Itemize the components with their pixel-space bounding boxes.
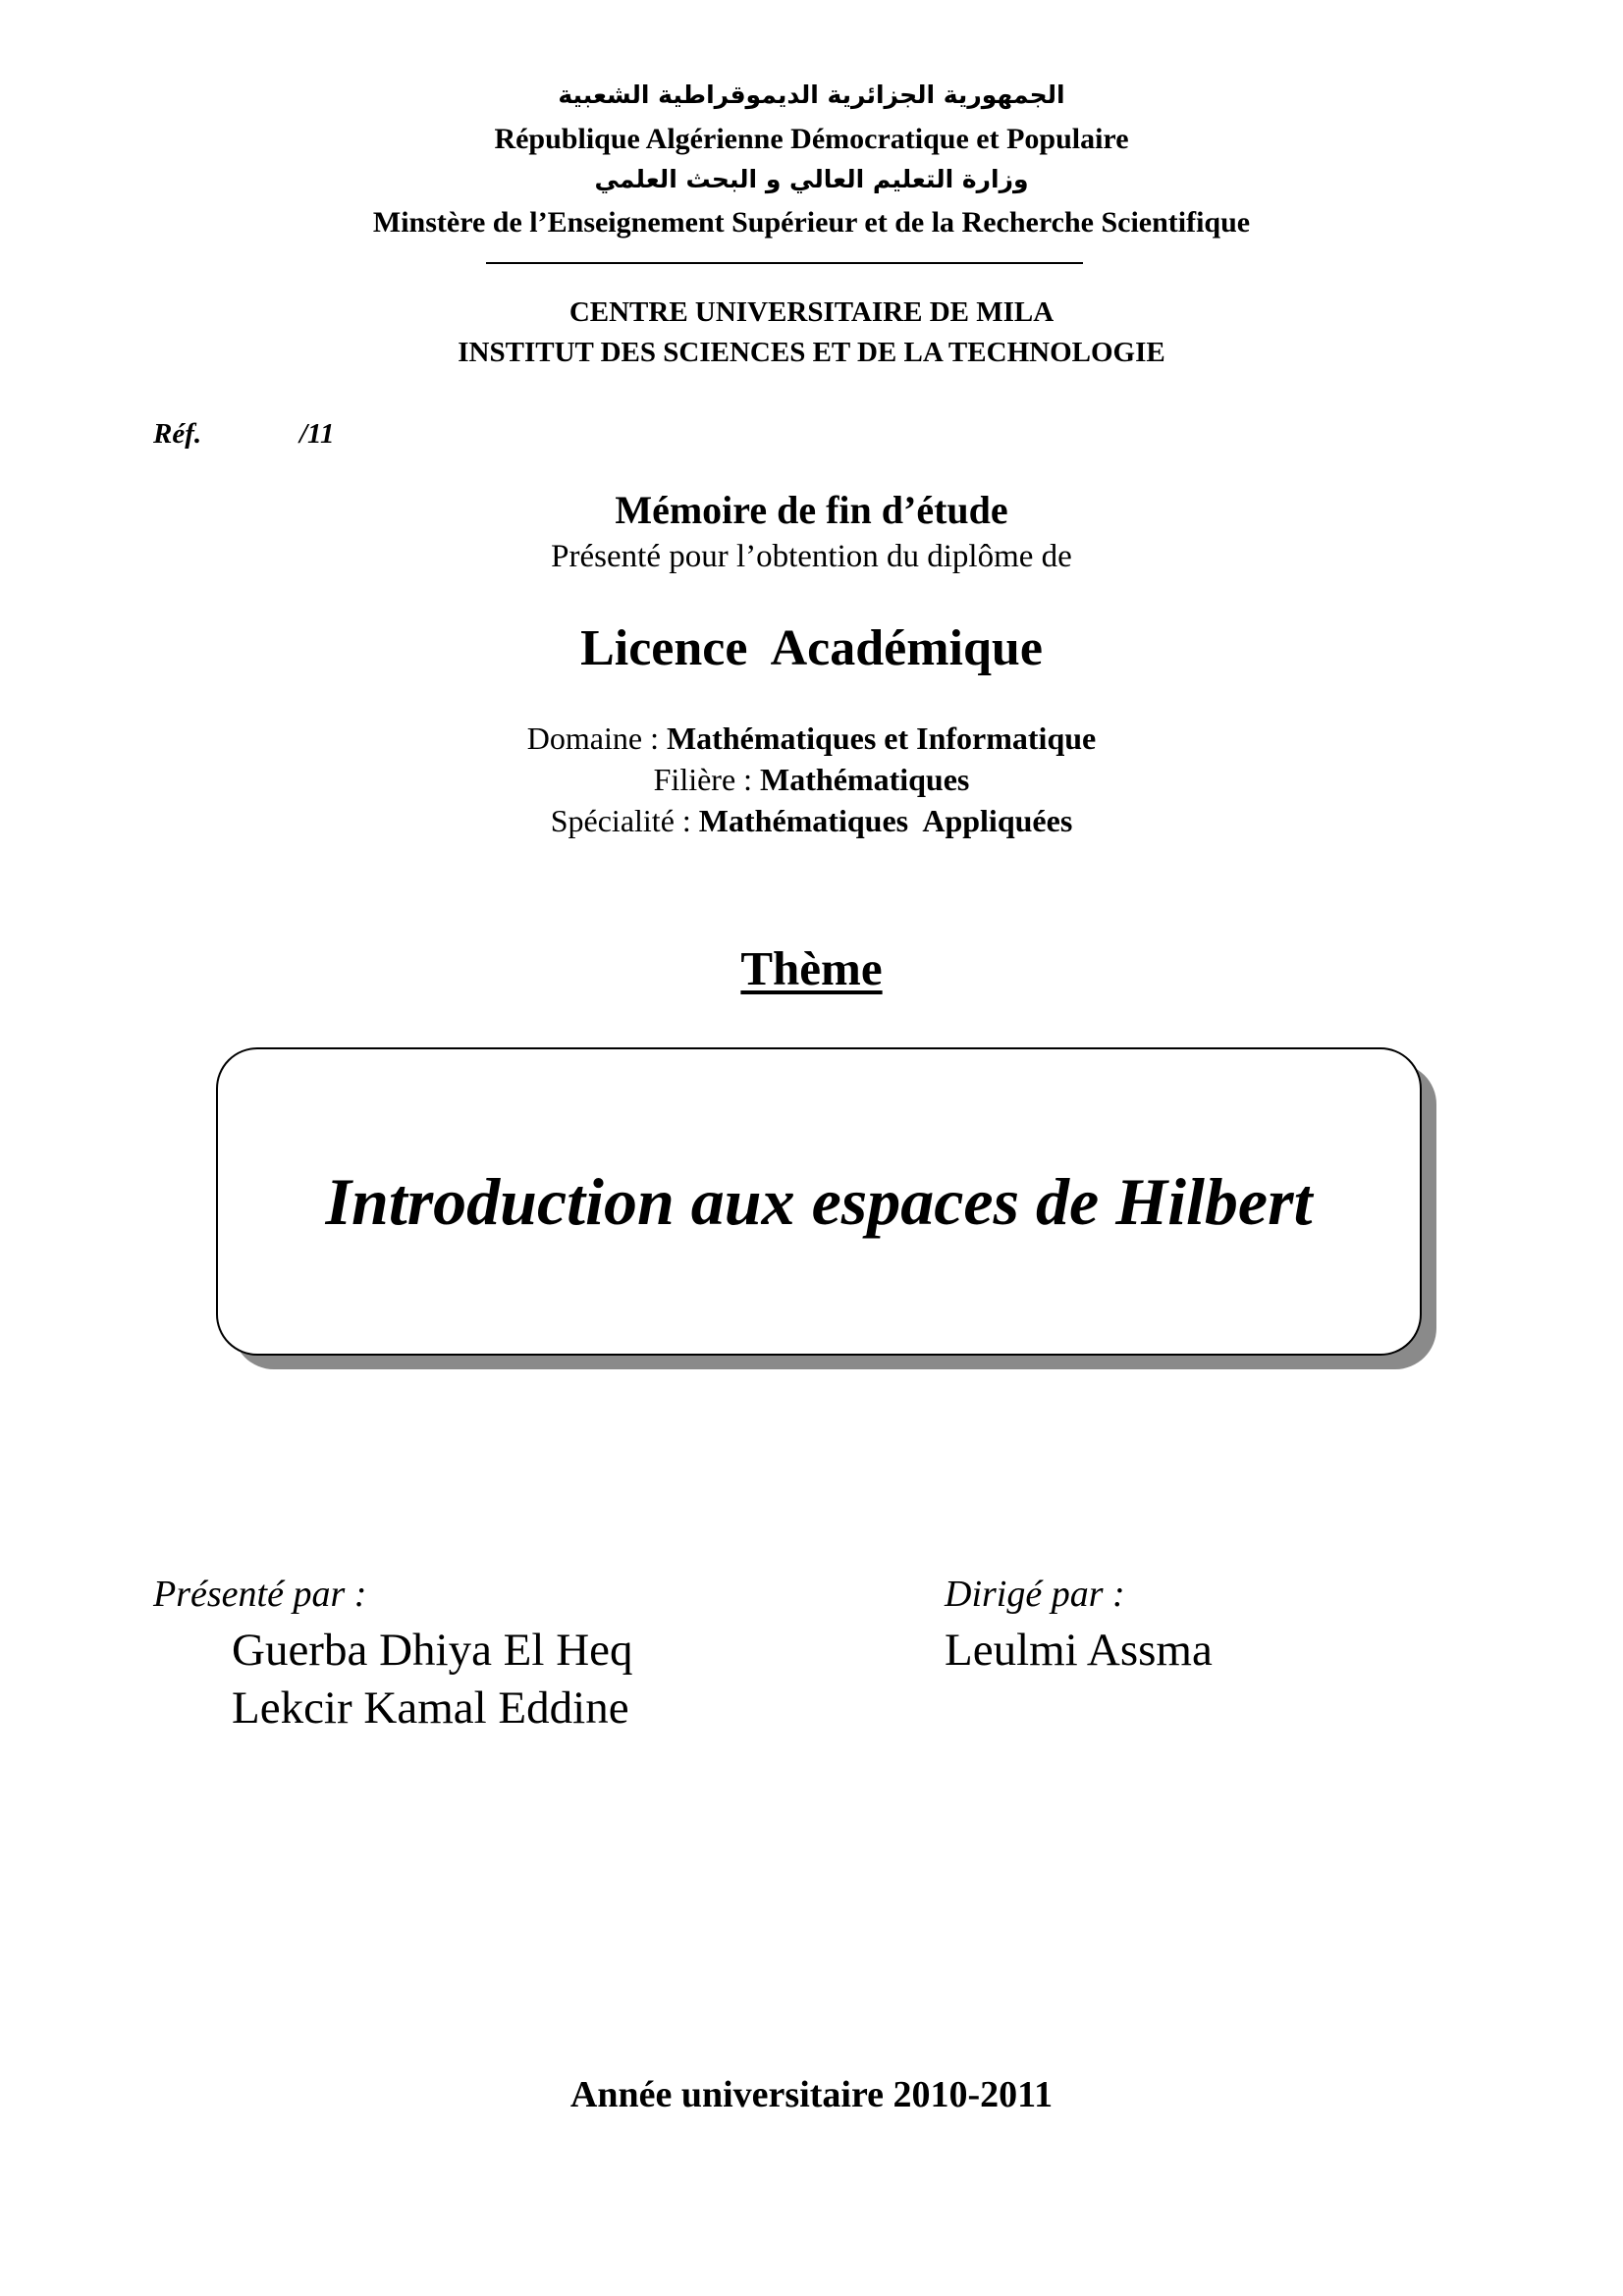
presented-by-colon: : <box>345 1574 367 1615</box>
reference-label: Réf. <box>153 418 202 450</box>
domaine-label: Domaine : <box>526 721 659 756</box>
arabic-ministry-heading: وزارة التعليم العالي و البحث العلمي <box>594 165 1029 193</box>
domaine-value: Mathématiques et Informatique <box>666 721 1097 756</box>
arabic-republic-heading: الجمهورية الجزائرية الديموقراطية الشعبية <box>558 80 1065 109</box>
theme-label-wrap <box>0 940 1623 996</box>
directed-by <box>945 1573 1125 1616</box>
theme-box <box>216 1047 1422 1356</box>
student-name: Guerba Dhiya El Heq <box>232 1625 633 1676</box>
filiere-value: Mathématiques <box>760 762 970 797</box>
header-divider <box>486 262 1083 264</box>
reference-value: /11 <box>299 418 335 450</box>
specialite-label: Spécialité : <box>550 803 691 838</box>
memoire-subtitle: Présenté pour l’obtention du diplôme de <box>551 539 1072 574</box>
ministry-heading: Minstère de l’Enseignement Supérieur et de la Recherche Scientifique <box>372 206 1251 239</box>
domaine-line <box>0 721 1623 757</box>
filiere-label: Filière : <box>653 762 753 797</box>
memoire-title: Mémoire de fin d’étude <box>615 488 1008 532</box>
centre-name: CENTRE UNIVERSITAIRE DE MILA <box>568 296 1055 328</box>
specialite-line <box>0 803 1623 839</box>
presented-by-label: Présenté par <box>153 1574 346 1615</box>
theme-title: Introduction aux espaces de Hilbert <box>325 1163 1313 1239</box>
institut-name: INSTITUT DES SCIENCES ET DE LA TECHNOLOGIE <box>458 337 1165 368</box>
republic-heading: République Algérienne Démocratique et Populaire <box>494 123 1129 155</box>
supervisor-name: Leulmi Assma <box>945 1625 1213 1676</box>
student-name: Lekcir Kamal Eddine <box>232 1682 629 1734</box>
directed-by-label: Dirigé par <box>945 1574 1104 1615</box>
specialite-value: Mathématiques Appliquées <box>698 803 1073 838</box>
directed-by-colon: : <box>1103 1574 1125 1615</box>
filiere-line <box>0 762 1623 798</box>
theme-label: Thème <box>740 941 883 995</box>
presented-by <box>153 1573 366 1616</box>
degree-title: Licence Académique <box>580 620 1043 676</box>
academic-year: Année universitaire 2010-2011 <box>569 2074 1054 2115</box>
